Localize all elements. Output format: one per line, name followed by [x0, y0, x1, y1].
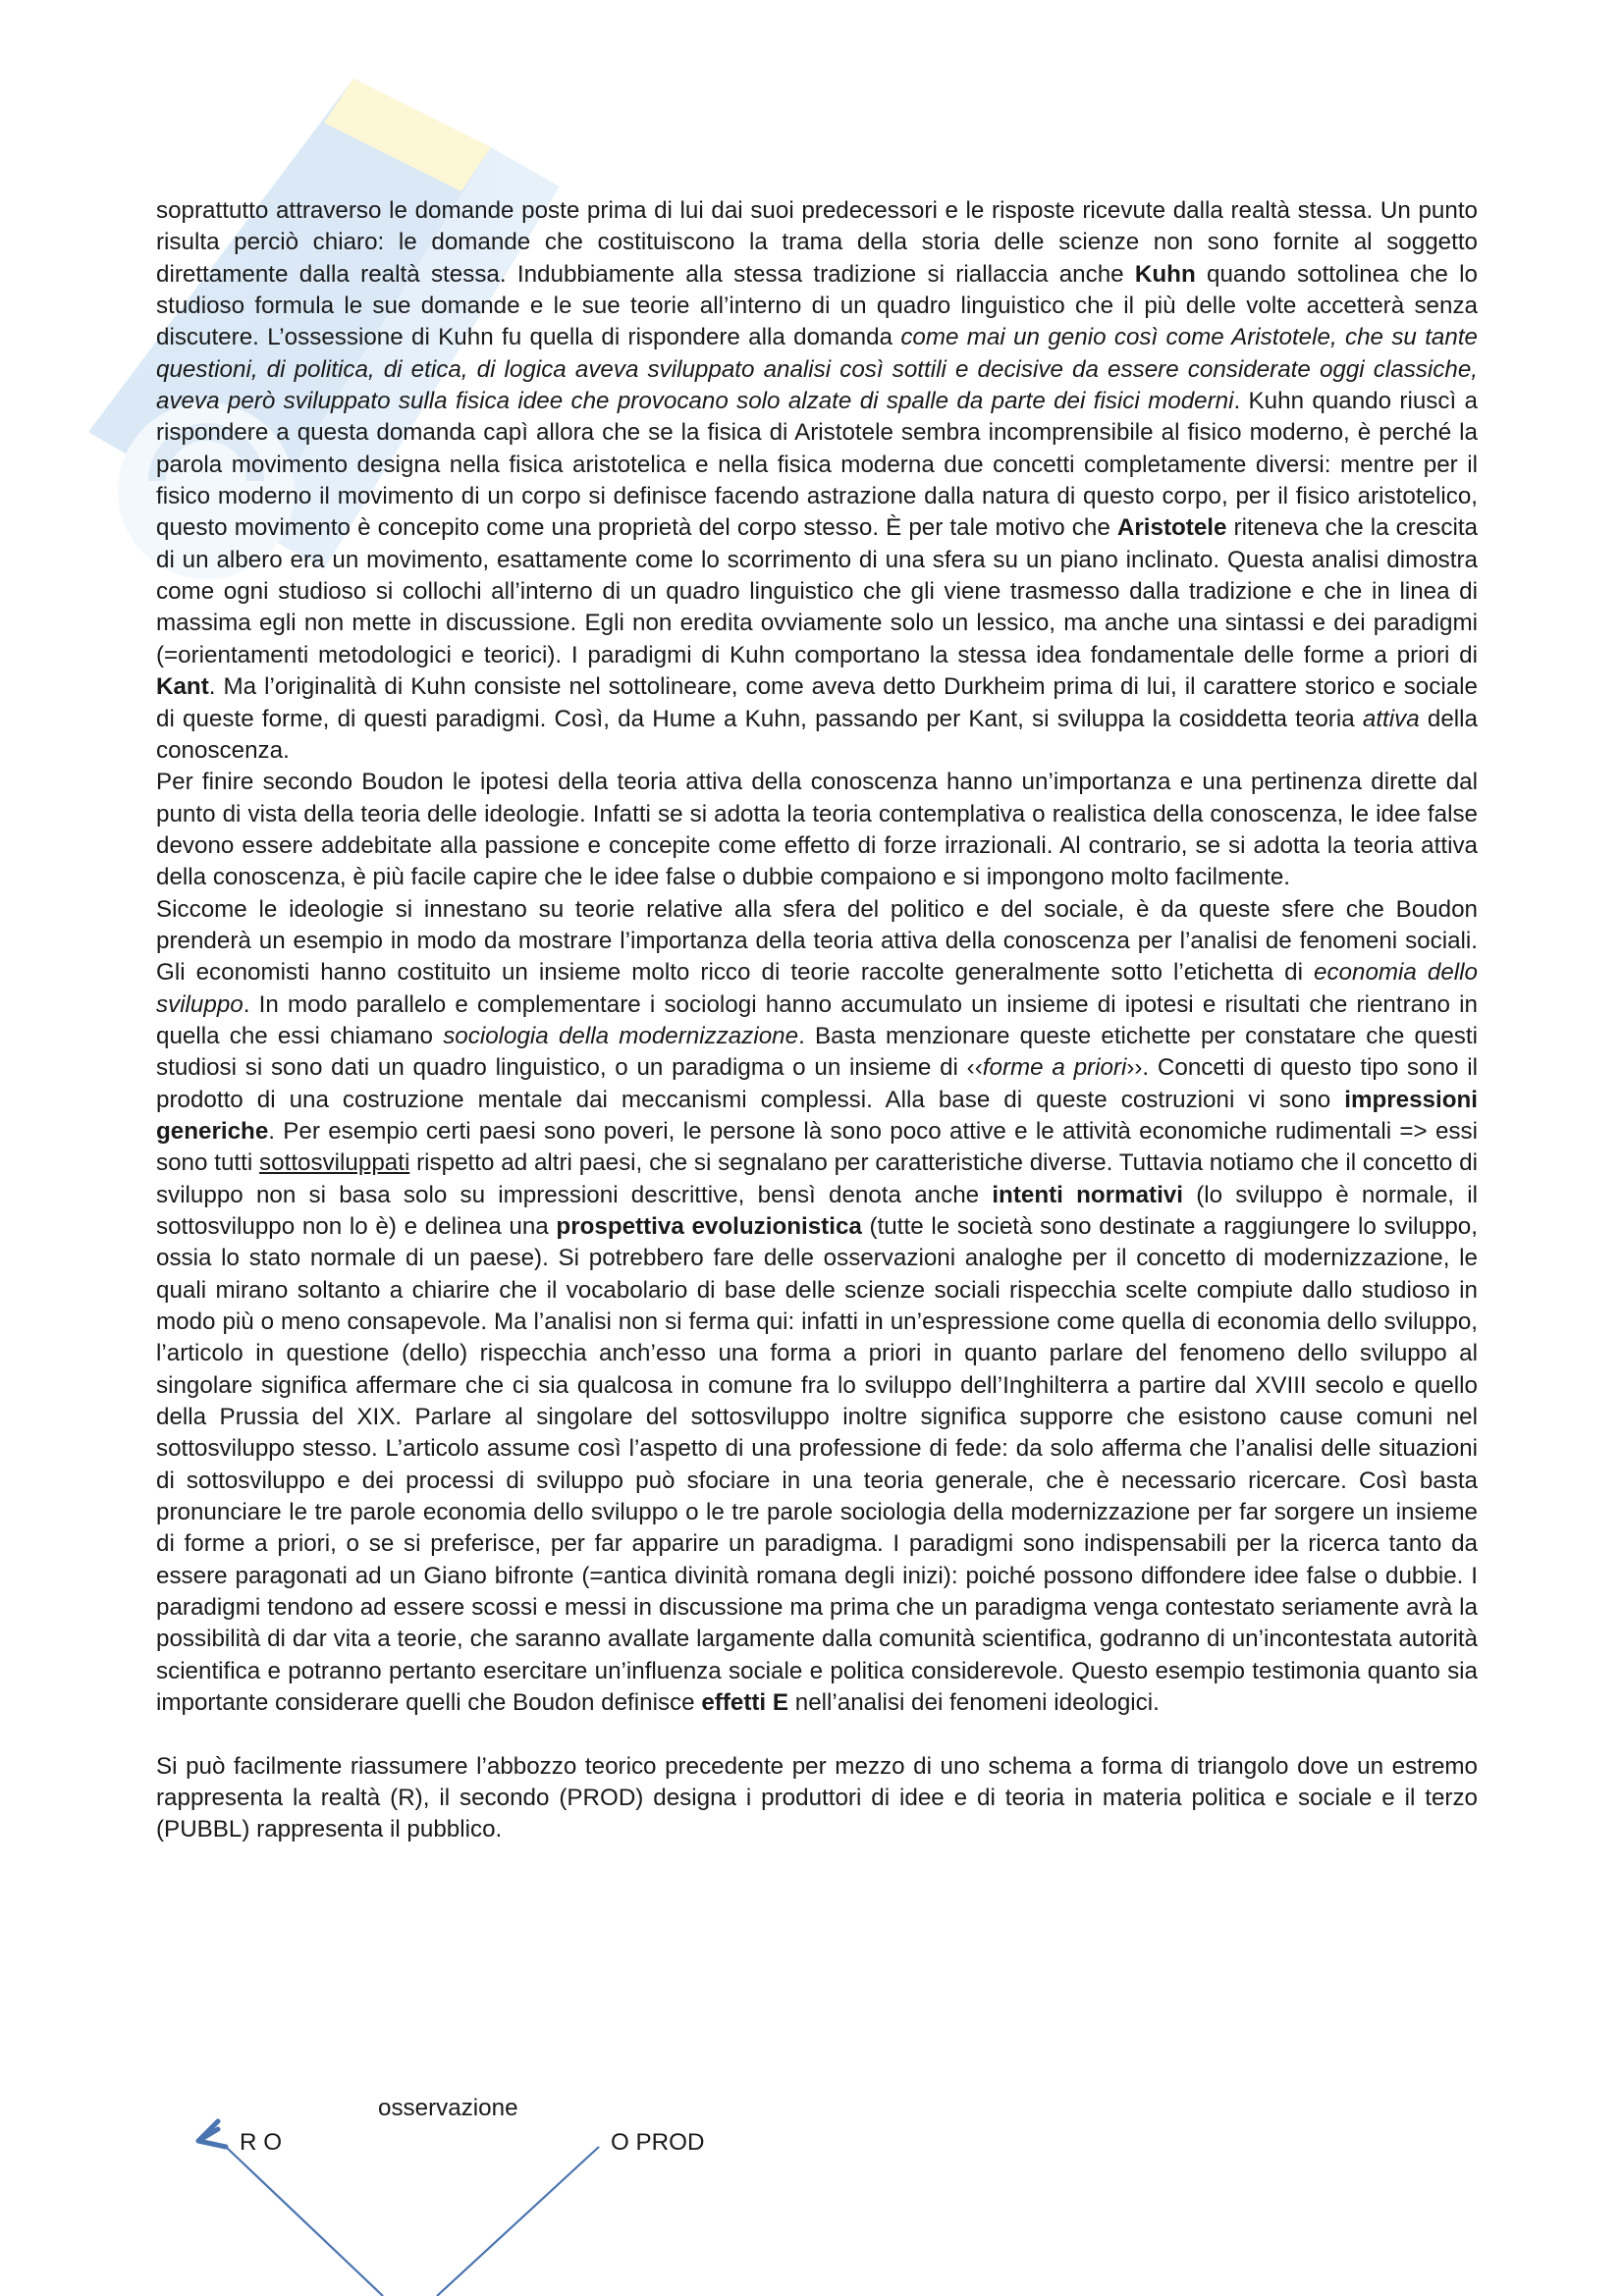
text-run: ››. Concetti di questo tipo sono il prodotto di una costruzione mentale dai meccanismi complessi. Alla base di queste costruzioni vi sono — [156, 1054, 1478, 1113]
diagram-label-r: R O — [240, 2129, 283, 2156]
diagram-label-prod: O PROD — [611, 2129, 705, 2156]
paragraph — [156, 1751, 1478, 1846]
text-run: forme a priori — [982, 1054, 1127, 1082]
text-run: Si può facilmente riassumere l’abbozzo teorico precedente per mezzo di uno schema a forma di triangolo dove un estremo rappresenta la realtà (R), il secondo (PROD) designa i produttori di idee e di teoria in materia politica e sociale e il terzo (PUBBL) rappresenta il pubblico. — [156, 1752, 1478, 1843]
document-body — [156, 195, 1478, 1846]
text-run: sottosviluppati — [259, 1149, 410, 1177]
paragraph — [156, 195, 1478, 767]
text-run: intenti normativi — [992, 1181, 1183, 1208]
text-run: Siccome le ideologie si innestano su teorie relative alla sfera del politico e del sociale, è da queste sfere che Boudon prenderà un esempio in modo da mostrare l’importanza della teoria attiva della conoscenza per l’analisi de fenomeni sociali. Gli economisti hanno costituito un insieme molto ricco di teorie raccolte generalmente sotto l’etichetta di — [156, 895, 1478, 987]
text-run: sociologia della modernizzazione — [443, 1022, 799, 1049]
text-run: rispetto ad altri paesi, che si segnalano per caratteristiche diverse. Tuttavia notiamo che il concetto di sviluppo non si basa solo su impressioni descrittive, bensì denota anche — [156, 1149, 1478, 1208]
text-run: economia dello sviluppo — [156, 959, 1478, 1018]
text-run: attiva — [1362, 705, 1420, 732]
triangle-diagram — [147, 2076, 785, 2296]
text-run: quando sottolinea che lo studioso formula le sue domande e le sue teorie all’interno di un quadro linguistico che il più delle volte accetterà senza discutere. L’ossessione di Kuhn fu quella di rispondere alla domanda — [156, 260, 1478, 351]
text-run: effetti E — [701, 1689, 789, 1717]
text-run: soprattutto attraverso le domande poste prima di lui dai suoi predecessori e le risposte ricevute dalla realtà stessa. Un punto risulta perciò chiaro: le domande che costituiscono la trama della storia delle scienze non sono fornite al soggetto direttamente dalla realtà stessa. Indubbiamente alla stessa tradizione si riallaccia anche — [156, 197, 1478, 288]
paragraph — [156, 894, 1478, 1720]
diagram-label-r-text: R — [240, 2129, 257, 2156]
arrow-head-icon — [198, 2121, 226, 2147]
text-run: Aristotele — [1116, 514, 1227, 542]
text-run: . In modo parallelo e complementare i sociologi hanno accumulato un insieme di ipotesi e risultati che rientrano in quella che essi chiamano — [156, 990, 1478, 1049]
diagram-label-osservazione: osservazione — [378, 2095, 518, 2121]
text-run: prospettiva evoluzionistica — [556, 1213, 862, 1240]
text-run: . Kuhn quando riuscì a rispondere a questa domanda capì allora che se la fisica di Aristotele sembra incomprensibile al fisico moderno, è perché la parola movimento designa nella fisica aristotelica e nella fisica moderna due concetti completamente diversi: mentre per il fisico moderno il movimento di un corpo si definisce facendo astrazione dalla natura di questo corpo, per il fisico aristotelico, questo movimento è concepito come una proprietà del corpo stesso. È per tale motivo che — [156, 388, 1478, 542]
text-run: . Basta menzionare queste etichette per constatare che questi studiosi si sono dati un quadro linguistico, o un paradigma o un insieme di ‹‹ — [156, 1022, 1478, 1082]
paragraph — [156, 767, 1478, 893]
text-run: . Per esempio certi paesi sono poveri, le persone là sono poco attive e le attività economiche rudimentali => essi sono tutti — [156, 1117, 1478, 1177]
text-run: (lo sviluppo è normale, il sottosviluppo non lo è) e delinea una — [156, 1181, 1478, 1240]
triangle-left-side — [226, 2147, 383, 2296]
text-run: impressioni generiche — [156, 1086, 1478, 1145]
text-run: riteneva che la crescita di un albero era un movimento, esattamente come lo scorrimento di una sfera su un piano inclinato. Questa analisi dimostra come ogni studioso si collochi all’interno di un quadro linguistico che gli viene trasmesso dalla tradizione e che in linea di massima egli non mette in discussione. Egli non eredita ovviamente solo un lessico, ma anche una sintassi e dei paradigmi (=orientamenti metodologici e teorici). I paradigmi di Kuhn comportano la stessa idea fondamentale delle forme a priori di — [156, 514, 1479, 668]
text-run: Kant — [156, 673, 209, 701]
text-run: nell’analisi dei fenomeni ideologici. — [788, 1689, 1160, 1717]
text-run: come mai un genio così come Aristotele, che su tante questioni, di politica, di etica, di logica aveva sviluppato analisi così sottili e decisive da essere considerate oggi classiche, aveva però sviluppato sulla fisica idee che provocano solo alzate di spalle da parte dei fisici moderni — [156, 324, 1478, 415]
text-run: (tutte le società sono destinate a raggiungere lo sviluppo, ossia lo stato normale di un paese). Si potrebbero fare delle osservazioni analoghe per il concetto di modernizzazione, le quali mirano soltanto a chiarire che il vocabolario di base delle scienze sociali rispecchia scelte compiute dallo studioso in modo più o meno consapevole. Ma l’analisi non si ferma qui: infatti in un’espressione come quella di economia dello sviluppo, l’articolo in questione (dello) rispecchia anch’esso una forma a priori in quanto parlare del fenomeno dello sviluppo al singolare significa affermare che ci sia qualcosa in comune fra lo sviluppo dell’Inghilterra a partire dal XVIII secolo e quello della Prussia del XIX. Parlare al singolare del sottosviluppo inoltre significa supporre che esistono cause comuni nel sottosviluppo stesso. L’articolo assume così l’aspetto di una professione di fede: da solo afferma che l’analisi delle situazioni di sottosviluppo e dei processi di sviluppo può sfociare in una teoria generale, che è necessario ricercare. Così basta pronunciare le tre parole economia dello sviluppo o le tre parole sociologia della modernizzazione per far sorgere un insieme di forme a priori, o se si preferisce, per far apparire un paradigma. I paradigmi sono indispensabili per la ricerca tanto da essere paragonati ad un Giano bifronte (=antica divinità romana degli inizi): poiché possono diffondere idee false o dubbie. I paradigmi tendono ad essere scossi e messi in discussione ma prima che un paradigma venga contestato seriamente avrà la possibilità di dar vita a teorie, che saranno avallate largamente dalla comunità scientifica, godranno di un’incontestata autorità scientifica e potranno pertanto esercitare un’influenza sociale e politica considerevole. Questo esempio testimonia quanto sia importante considerare quelli che Boudon definisce — [156, 1213, 1478, 1717]
text-run: Per finire secondo Boudon le ipotesi della teoria attiva della conoscenza hanno un’importanza e una pertinenza dirette dal punto di vista della teoria delle ideologie. Infatti se si adotta la teoria contemplativa o realistica della conoscenza, le idee false devono essere addebitate alla passione e concepite come effetto di forze irrazionali. Al contrario, se si adotta la teoria attiva della conoscenza, è più facile capire che le idee false o dubbie compaiono e si impongono molto facilmente. — [156, 769, 1478, 891]
text-run: della conoscenza. — [156, 705, 1478, 764]
text-run: . Ma l’originalità di Kuhn consiste nel sottolineare, come aveva detto Durkheim prima di lui, il carattere storico e sociale di queste forme, di questi paradigmi. Così, da Hume a Kuhn, passando per Kant, si sviluppa la cosiddetta teoria — [156, 673, 1478, 732]
triangle-right-side — [437, 2147, 599, 2296]
text-run: Kuhn — [1134, 260, 1196, 288]
